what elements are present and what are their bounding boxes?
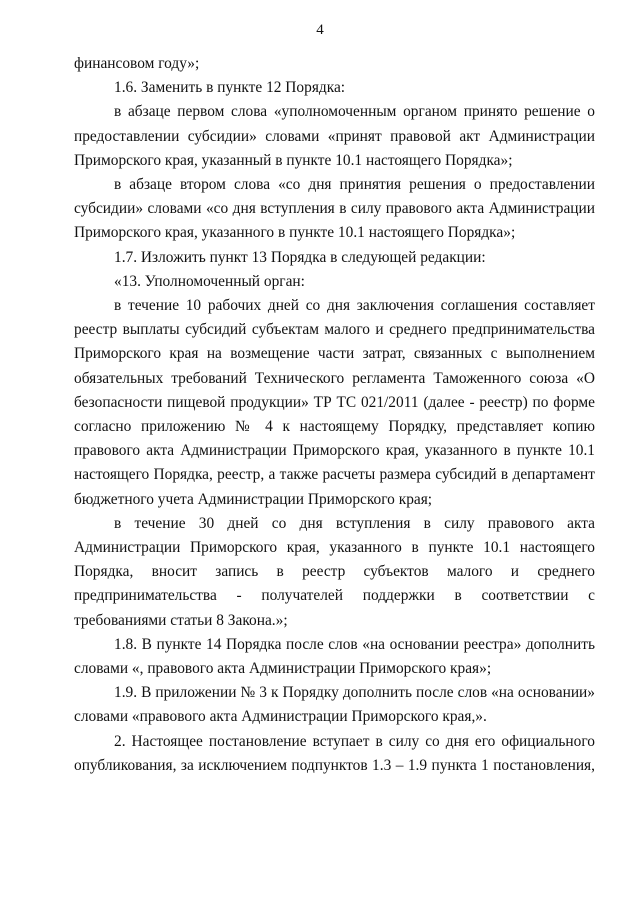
paragraph-item-1-8: 1.8. В пункте 14 Порядка после слов «на основании реестра» дополнить словами «, правового акта Администрации Приморского края»; [74, 635, 595, 678]
paragraph-registry-30-days: в течение 30 дней со дня вступления в силу правового акта Администрации Приморского края, указанного в пункте 10.1 настоящего Порядка, вносит запись в реестр субъектов малого и среднего предпринимательства - получателей поддержки в соответствии с требованиями статьи 8 Закона.»; [74, 514, 595, 629]
document-body [74, 52, 595, 778]
page-number: 4 [316, 22, 324, 38]
paragraph-item-2: 2. Настоящее постановление вступает в силу со дня его официального опубликования, за исключением подпунктов 1.3 – 1.9 пункта 1 постановления, [74, 732, 595, 774]
paragraph-first-abzac: в абзаце первом слова «уполномоченным органом принято решение о предоставлении субсидии» словами «принят правовой акт Администрации Приморского края, указанный в пункте 10.1 настоящего Порядка»; [74, 103, 595, 169]
paragraph-second-abzac: в абзаце втором слова «со дня принятия решения о предоставлении субсидии» словами «со дня вступления в силу правового акта Администрации Приморского края, указанного в пункте 10.1 настоящего Порядка»; [74, 176, 595, 242]
paragraph-item-1-9: 1.9. В приложении № 3 к Порядку дополнить после слов «на основании» словами «правового акта Администрации Приморского края,». [74, 684, 595, 726]
paragraph-item-1-6: 1.6. Заменить в пункте 12 Порядка: [114, 79, 346, 97]
paragraph-item-13-heading: «13. Уполномоченный орган: [114, 272, 305, 290]
paragraph-continuation: финансовом году»; [74, 55, 200, 72]
paragraph-item-1-7: 1.7. Изложить пункт 13 Порядка в следующей редакции: [114, 248, 486, 266]
paragraph-registry-10-days: в течение 10 рабочих дней со дня заключения соглашения составляет реестр выплаты субсидий субъектам малого и среднего предпринимательства Приморского края на возмещение части затрат, связанных с выполнением обязательных требований Технического регламента Таможенного союза «О безопасности пищевой продукции» ТР ТС 021/2011 (далее - реестр) по форме согласно приложению № 4 к настоящему Порядку, представляет копию правового акта Администрации Приморского края, указанного в пункте 10.1 настоящего Порядка, реестр, а также расчеты размера субсидий в департамент бюджетного учета Администрации Приморского края; [74, 297, 595, 508]
